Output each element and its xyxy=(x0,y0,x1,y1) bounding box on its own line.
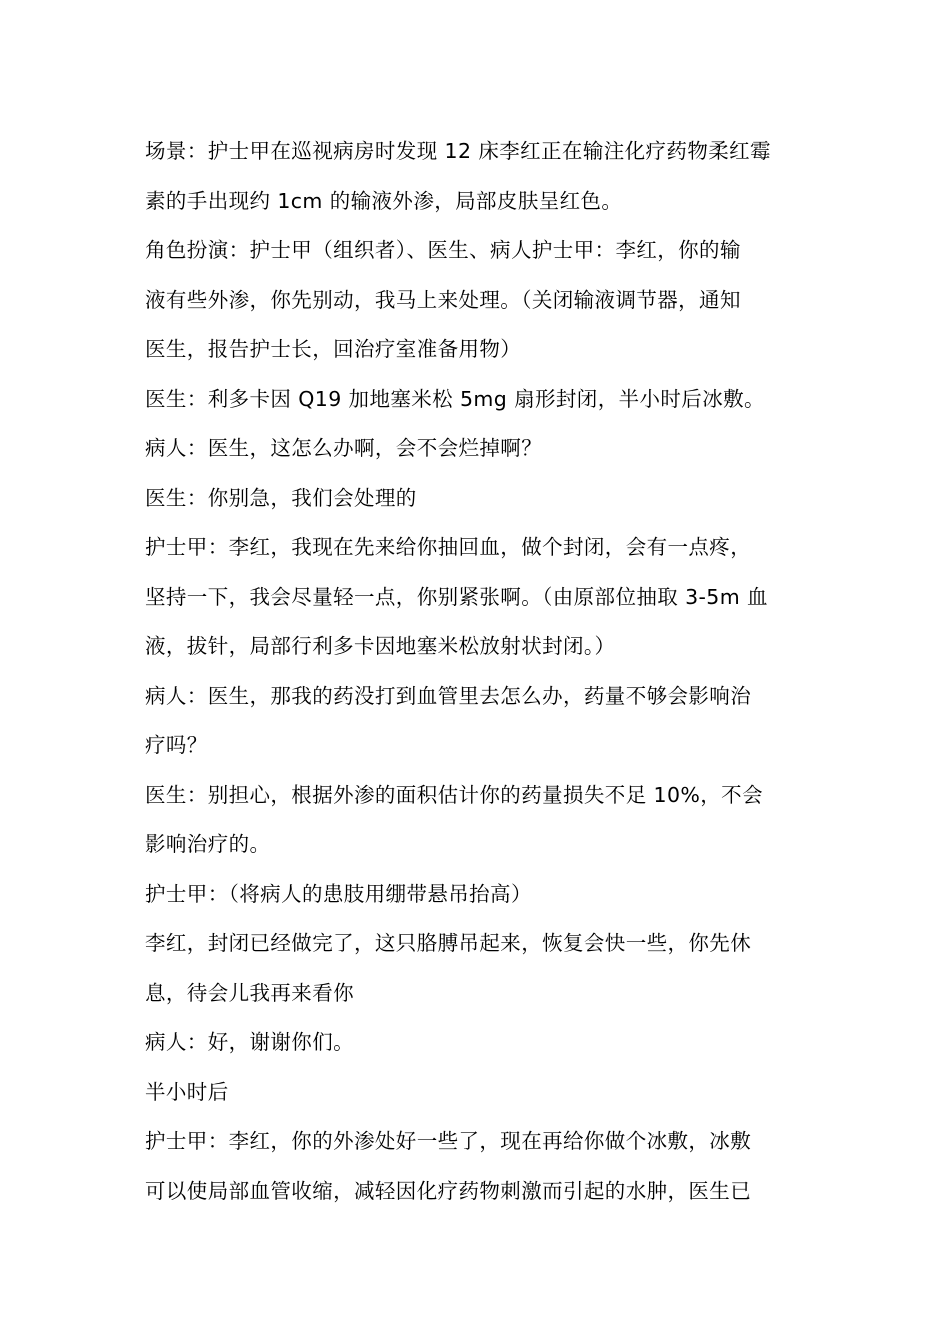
text-line: 疗吗？ xyxy=(145,733,208,757)
text-line: 液，拔针，局部行利多卡因地塞米松放射状封闭。） xyxy=(145,634,616,658)
text-line: 病人：好，谢谢你们。 xyxy=(145,1030,354,1054)
text-line: 医生：别担心，根据外渗的面积估计你的药量损失不足 10%，不会 xyxy=(145,782,763,807)
document-body xyxy=(145,127,815,1216)
text-line: 李红，封闭已经做完了，这只胳膊吊起来，恢复会快一些，你先休 xyxy=(145,931,752,955)
text-line: 液有些外渗，你先别动，我马上来处理。（关闭输液调节器，通知 xyxy=(145,287,741,312)
text-line: 医生：你别急，我们会处理的 xyxy=(145,485,417,510)
text-line: 病人：医生，那我的药没打到血管里去怎么办，药量不够会影响治 xyxy=(145,683,752,708)
text-line: 护士甲：李红，你的外渗处好一些了，现在再给你做个冰敷，冰敷 xyxy=(145,1129,752,1153)
text-line: 医生：利多卡因 Q19 加地塞米松 5mg 扇形封闭，半小时后冰敷。 xyxy=(145,386,765,411)
text-line: 坚持一下，我会尽量轻一点，你别紧张啊。（由原部位抽取 3-5m 血 xyxy=(145,584,768,609)
text-line: 半小时后 xyxy=(145,1079,229,1104)
text-line: 息，待会儿我再来看你 xyxy=(145,980,354,1005)
text-line: 护士甲：（将病人的患肢用绷带悬吊抬高） xyxy=(145,881,532,906)
text-line: 影响治疗的。 xyxy=(145,832,271,856)
text-line: 护士甲：李红，我现在先来给你抽回血，做个封闭，会有一点疼， xyxy=(145,535,752,559)
text-line: 角色扮演：护士甲（组织者）、医生、病人护士甲：李红，你的输 xyxy=(145,238,741,262)
text-line: 场景：护士甲在巡视病房时发现 12 床李红正在输注化疗药物柔红霉 xyxy=(145,139,771,163)
text-line: 病人：医生，这怎么办啊，会不会烂掉啊？ xyxy=(145,436,543,460)
text-line: 素的手出现约 1cm 的输液外渗，局部皮肤呈红色。 xyxy=(145,188,623,213)
text-line: 可以使局部血管收缩，减轻因化疗药物刺激而引起的水肿，医生已 xyxy=(145,1178,752,1203)
text-line: 医生，报告护士长，回治疗室准备用物） xyxy=(145,337,522,361)
